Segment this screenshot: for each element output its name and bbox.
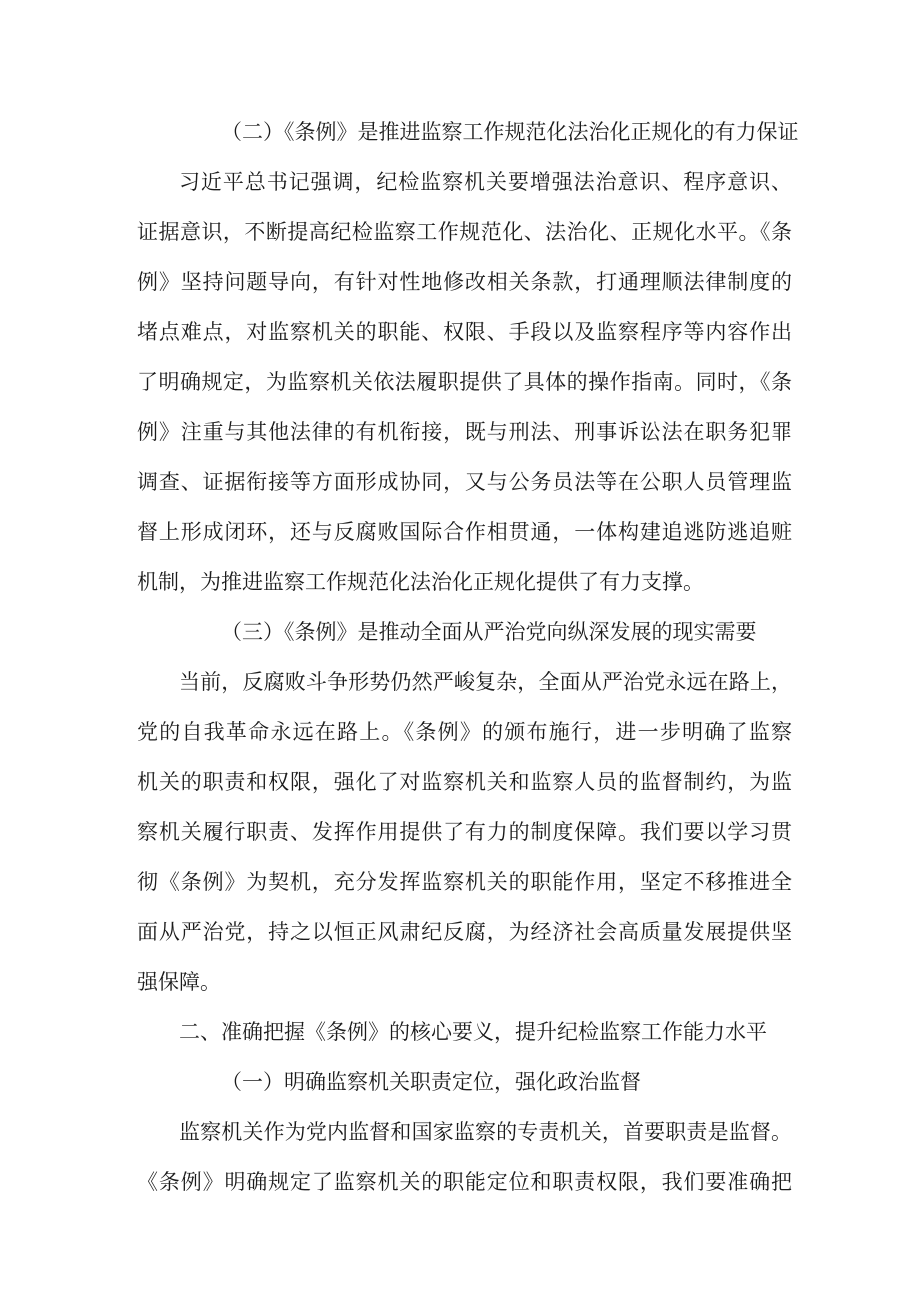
paragraph-line: 当前，反腐败斗争形势仍然严峻复杂，全面从严治党永远在路上， [179,670,792,694]
chapter-heading-2: 二、准确把握《条例》的核心要义，提升纪检监察工作能力水平 [179,1020,767,1044]
paragraph-line: 面从严治党，持之以恒正风肃纪反腐，为经济社会高质量发展提供坚 [137,920,792,944]
paragraph-line: 察机关履行职责、发挥作用提供了有力的制度保障。我们要以学习贯 [137,820,792,844]
paragraph-line: 强保障。 [137,970,221,994]
section-heading-1: （一）明确监察机关职责定位，强化政治监督 [221,1070,641,1094]
section-heading-3: （三）《条例》是推动全面从严治党向纵深发展的现实需要 [221,620,757,644]
paragraph-line: 例》注重与其他法律的有机衔接，既与刑法、刑事诉讼法在职务犯罪 [137,420,792,444]
paragraph-line: 调查、证据衔接等方面形成协同，又与公务员法等在公职人员管理监 [137,470,792,494]
paragraph-line: 督上形成闭环，还与反腐败国际合作相贯通，一体构建追逃防逃追赃 [137,520,792,544]
paragraph-line: 机关的职责和权限，强化了对监察机关和监察人员的监督制约，为监 [137,770,792,794]
paragraph-line: 机制，为推进监察工作规范化法治化正规化提供了有力支撑。 [137,570,704,594]
paragraph-line: 党的自我革命永远在路上。《条例》的颁布施行，进一步明确了监察 [137,720,792,744]
paragraph-line: 堵点难点，对监察机关的职能、权限、手段以及监察程序等内容作出 [137,320,792,344]
paragraph-line: 习近平总书记强调，纪检监察机关要增强法治意识、程序意识、 [179,170,792,194]
paragraph-line: 监察机关作为党内监督和国家监察的专责机关，首要职责是监督。 [179,1120,792,1144]
section-heading-2: （二）《条例》是推进监察工作规范化法治化正规化的有力保证 [221,120,799,144]
paragraph-line: 《条例》明确规定了监察机关的职能定位和职责权限，我们要准确把 [137,1170,792,1194]
paragraph-line: 了明确规定，为监察机关依法履职提供了具体的操作指南。同时，《条 [137,370,792,394]
paragraph-line: 证据意识，不断提高纪检监察工作规范化、法治化、正规化水平。《条 [137,220,792,244]
paragraph-line: 彻《条例》为契机，充分发挥监察机关的职能作用，坚定不移推进全 [137,870,792,894]
paragraph-line: 例》坚持问题导向，有针对性地修改相关条款，打通理顺法律制度的 [137,270,792,294]
